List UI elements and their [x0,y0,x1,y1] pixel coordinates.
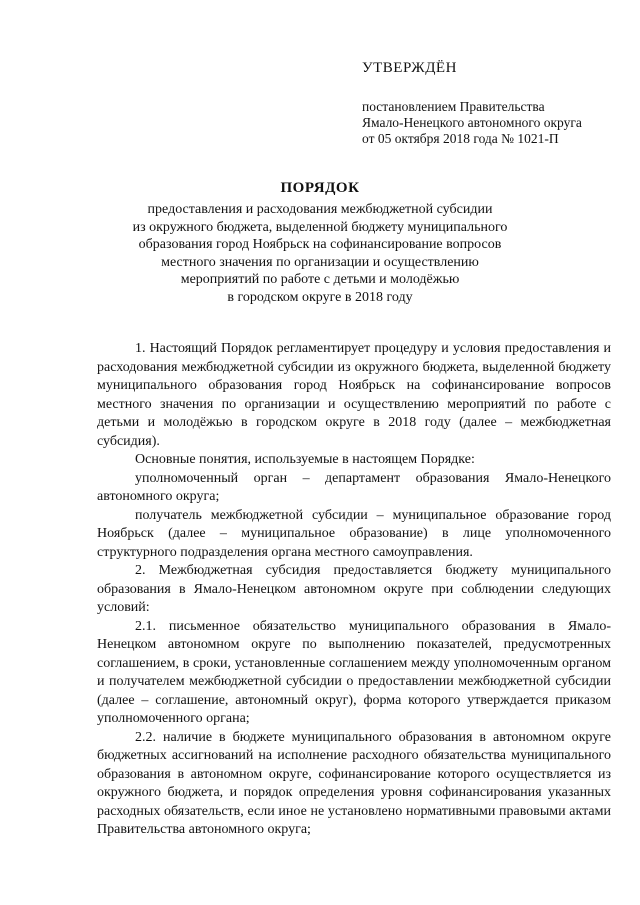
title-line-5: мероприятий по работе с детьми и молодёжью [180,272,460,287]
title-heading: ПОРЯДОК [280,180,360,196]
approval-line-3: от 05 октября 2018 года № 1021-П [362,131,559,146]
title-line-3: образования город Ноябрьск на софинансирование вопросов [138,237,502,252]
paragraph-definition-recipient: получатель межбюджетной субсидии – муниципальное образование город Ноябрьск (далее – муниципальное образование) в лице уполномоченного структурного подразделения органа местного самоуправления. [97,507,611,560]
paragraph-2-2: 2.2. наличие в бюджете муниципального образования в автономном округе бюджетных ассигнований на исполнение расходного обязательства муниципального образования в автономном округе, софинансирование которого осуществляется из окружного бюджета, и порядок определения уровня софинансирования указанных расходных обязательств, если иное не установлено нормативными правовыми актами Правительства автономного округа; [97,729,611,837]
paragraph-definition-authorized-body: уполномоченный орган – департамент образования Ямало-Ненецкого автономного округа; [97,470,611,504]
document-body [97,340,611,840]
paragraph-2: 2. Межбюджетная субсидия предоставляется бюджету муниципального образования в Ямало-Ненецком автономном округе при соблюдении следующих условий: [97,563,611,615]
paragraph-1: 1. Настоящий Порядок регламентирует процедуру и условия предоставления и расходования межбюджетной субсидии из окружного бюджета, выделенной бюджету муниципального образования город Ноябрьск на софинансирование вопросов местного значения по организации и осуществлению мероприятий по работе с детьми и молодёжью в городском округе в 2018 году (далее – межбюджетная субсидия). [97,341,611,449]
paragraph-2-1: 2.1. письменное обязательство муниципального образования в Ямало-Ненецком автономном округе по выполнению показателей, предусмотренных соглашением, в сроки, установленные соглашением между уполномоченным органом и получателем межбюджетной субсидии о предоставлении межбюджетной субсидии (далее – соглашение, автономный округ), форма которого утверждается приказом уполномоченного органа; [97,618,611,726]
title-line-1: предоставления и расходования межбюджетной субсидии [147,202,493,217]
document-title [0,180,640,306]
title-line-2: из окружного бюджета, выделенной бюджету муниципального [132,219,508,235]
approval-stamp: УТВЕРЖДЁН [362,60,457,76]
paragraph-definitions-intro: Основные понятия, используемые в настоящем Порядке: [135,452,475,467]
title-line-4: местного значения по организации и осуществлению [161,254,479,270]
approval-line-1: постановлением Правительства [362,99,545,114]
title-line-6: в городском округе в 2018 году [227,289,413,305]
approval-block [362,60,632,147]
approval-line-2: Ямало-Ненецкого автономного округа [362,115,582,130]
